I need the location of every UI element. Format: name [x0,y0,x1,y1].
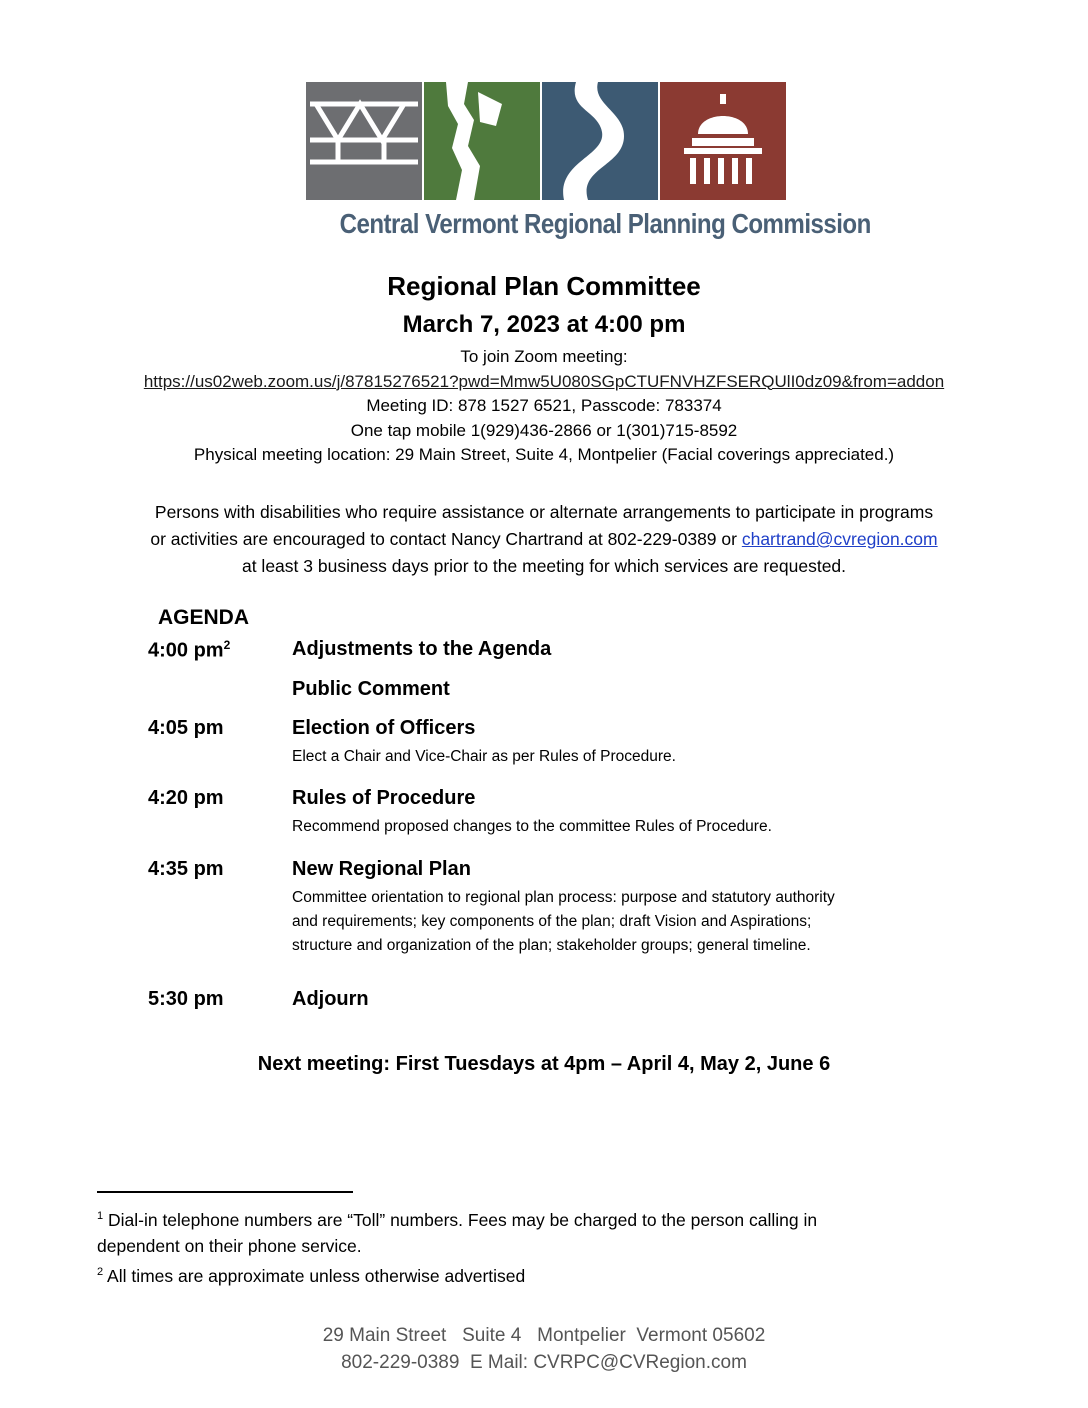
footnote-ref: 2 [223,638,231,652]
page-footer [0,1322,1088,1376]
agenda-heading: AGENDA [158,606,250,629]
agenda-time: 4:00 $pm^2$ [148,638,231,662]
footer-address: 29 Main Street Suite 4 Montpelier Vermont 05602 [322,1325,766,1346]
meeting-info [0,345,1088,468]
footnotes [97,1203,937,1289]
agenda-description: Recommend proposed changes to the committee Rules of Procedure. [292,818,772,835]
agenda-title: Rules of Procedure [292,787,476,809]
page-title: Regional Plan Committee [387,271,701,301]
contact-email-link[interactable]: chartrand@cvregion.com [741,529,938,549]
agenda-time: 5:30 pm [148,988,224,1010]
agenda-title: Public Comment [292,678,450,700]
agenda-title: New Regional Plan [292,858,471,880]
footnote-2: $^2$ All times are approximate unless otherwise advertised [97,1265,526,1286]
cvrpc-logo [306,82,871,240]
agenda-title: Adjourn [292,988,369,1010]
zoom-link[interactable]: https://us02web.zoom.us/j/87815276521?pwd=Mmw5U080SGpCTUFNVHZFSERQUlI0dz09&from=addon [143,371,945,391]
accessibility-notice [0,499,1088,580]
physical-location: Physical meeting location: 29 Main Street, Suite 4, Montpelier (Facial coverings appreciated.) [193,445,895,464]
agenda-title: Election of Officers [292,717,476,739]
agenda-title: Adjustments to the Agenda [292,638,552,660]
next-meeting: Next meeting: First Tuesdays at 4pm – April 4, May 2, June 6 [257,1053,831,1075]
notice-line-2: or activities are encouraged to contact Nancy Chartrand at 802-229-0389 or chartrand@cvregion.com [150,529,938,549]
logo-org-name: Central Vermont Regional Planning Commission [339,208,871,239]
agenda-description: Committee orientation to regional plan process: purpose and statutory authority and requirements; key components of the plan; draft Vision and Aspirations; structure and organization of the plan; stakeholder groups; general timeline. [292,889,835,954]
footnote-1-cont: dependent on their phone service. [97,1235,362,1256]
agenda-time: 4:35 pm [148,858,224,880]
footnote-1: $^1$ Dial-in telephone numbers are “Toll” numbers. Fees may be charged to the person calling in [97,1209,818,1230]
logo-graphic [306,82,786,200]
agenda-time: 4:20 pm [148,787,224,809]
notice-line-3: at least 3 business days prior to the meeting for which services are requested. [241,556,847,576]
agenda-description: Elect a Chair and Vice-Chair as per Rules of Procedure. [292,748,676,765]
footer-contact: 802-229-0389 E Mail: CVRPC@CVRegion.com [341,1352,747,1373]
join-label: To join Zoom meeting: [460,347,628,366]
agenda-time: 4:05 pm [148,717,224,739]
notice-line-1: Persons with disabilities who require assistance or alternate arrangements to participate in programs [154,502,934,522]
meeting-date: March 7, 2023 at 4:00 pm [402,311,686,338]
meeting-id: Meeting ID: 878 1527 6521, Passcode: 783374 [366,396,722,415]
one-tap-mobile: One tap mobile 1(929)436-2866 or 1(301)715-8592 [350,420,738,440]
footnote-divider [97,1191,353,1193]
